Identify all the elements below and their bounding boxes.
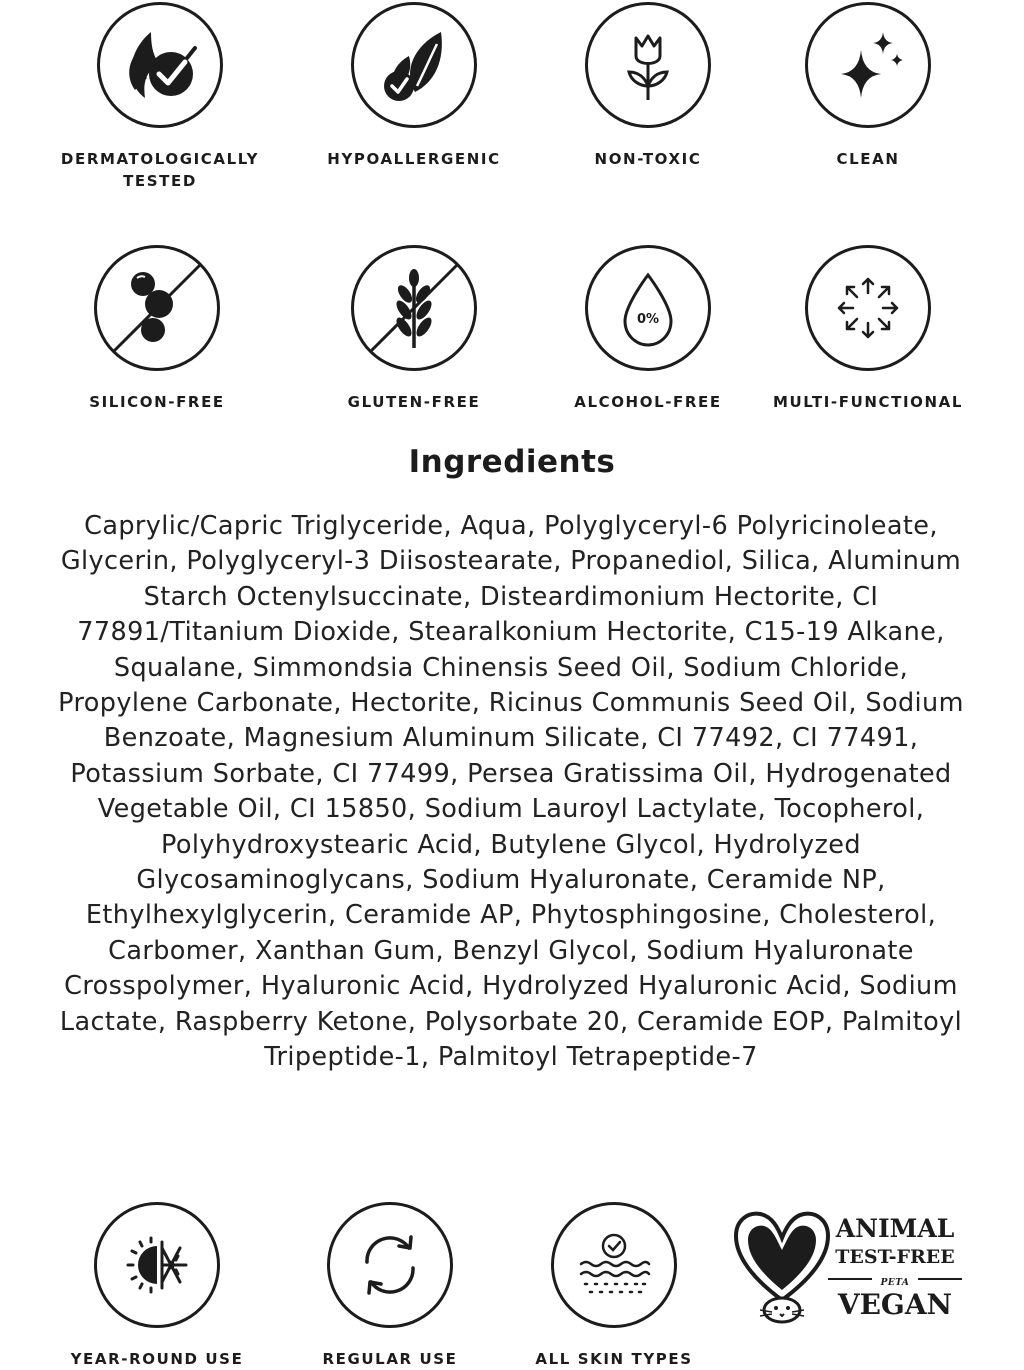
arrows-icon (805, 245, 931, 371)
badge-clean (748, 2, 988, 170)
dermatologically-tested-icon (97, 2, 223, 128)
badge-alcohol-free (528, 245, 768, 413)
peta-animal-test-free-vegan-logo (732, 1208, 962, 1328)
alcohol-percent-text: 0% (636, 312, 660, 327)
peta-animal-text: ANIMAL (835, 1214, 955, 1243)
silicon-free-icon (94, 245, 220, 371)
gluten-free-label: GLUTEN-FREE (347, 393, 481, 411)
tulip-icon (585, 2, 711, 128)
skin-layers-icon (551, 1202, 677, 1328)
badge-hypoallergenic (294, 2, 534, 170)
multi-functional-label: MULTI-FUNCTIONAL (772, 393, 964, 411)
refresh-icon (327, 1202, 453, 1328)
drop-icon (585, 245, 711, 371)
dermatologically-tested-label: DERMATOLOGICALLY TESTED (60, 150, 260, 190)
hypoallergenic-icon (351, 2, 477, 128)
year-round-use-label: YEAR-ROUND USE (70, 1350, 244, 1368)
hypoallergenic-label: HYPOALLERGENIC (327, 150, 501, 168)
clean-label: CLEAN (836, 150, 900, 168)
non-toxic-label: NON-TOXIC (594, 150, 702, 168)
ingredients-title: Ingredients (408, 444, 616, 480)
wheat-icon (351, 245, 477, 371)
badge-silicon-free (37, 245, 277, 413)
badge-non-toxic (528, 2, 768, 170)
peta-vegan-text: VEGAN (837, 1288, 953, 1321)
badge-multi-functional (748, 245, 988, 413)
bunny-heart-icon (732, 1208, 832, 1328)
sparkle-icon (805, 2, 931, 128)
peta-mark-text: PETA (880, 1278, 910, 1288)
silicon-free-label: SILICON-FREE (89, 393, 225, 411)
sun-snowflake-icon (94, 1202, 220, 1328)
peta-mark (828, 1270, 962, 1286)
badge-year-round-use (37, 1202, 277, 1370)
badge-dermatologically-tested (40, 2, 280, 192)
all-skin-types-label: ALL SKIN TYPES (535, 1350, 693, 1368)
alcohol-free-label: ALCOHOL-FREE (574, 393, 722, 411)
peta-test-free-text: TEST-FREE (835, 1246, 955, 1268)
badge-all-skin-types (494, 1202, 734, 1370)
ingredients-text: Caprylic/Capric Triglyceride, Aqua, Polyglyceryl-6 Polyricinoleate, Glycerin, Polyglyceryl-3 Diisostearate, Propanediol, Silica, Aluminum Starch Octenylsuccinate, Disteardimonium Hectorite, CI 77891/Titanium Dioxide, Stearalkonium Hectorite, C15-19 Alkane, Squalane, Simmondsia Chinensis Seed Oil, Sodium Chloride, Propylene Carbonate, Hectorite, Ricinus Communis Seed Oil, Sodium Benzoate, Magnesium Aluminum Silicate, CI 77492, CI 77491, Potassium Sorbate, CI 77499, Persea Gratissima Oil, Hydrogenated Vegetable Oil, CI 15850, Sodium Lauroyl Lactylate, Tocopherol, Polyhydroxystearic Acid, Butylene Glycol, Hydrolyzed Glycosaminoglycans, Sodium Hyaluronate, Ceramide NP, Ethylhexylglycerin, Ceramide AP, Phytosphingosine, Cholesterol, Carbomer, Xanthan Gum, Benzyl Glycol, Sodium Hyaluronate Crosspolymer, Hyaluronic Acid, Hydrolyzed Hyaluronic Acid, Sodium Lactate, Raspberry Ketone, Polysorbate 20, Ceramide EOP, Palmitoyl Tripeptide-1, Palmitoyl Tetrapeptide-7 (58, 511, 964, 1073)
badge-regular-use (270, 1202, 510, 1370)
badge-gluten-free (294, 245, 534, 413)
regular-use-label: REGULAR USE (322, 1350, 458, 1368)
